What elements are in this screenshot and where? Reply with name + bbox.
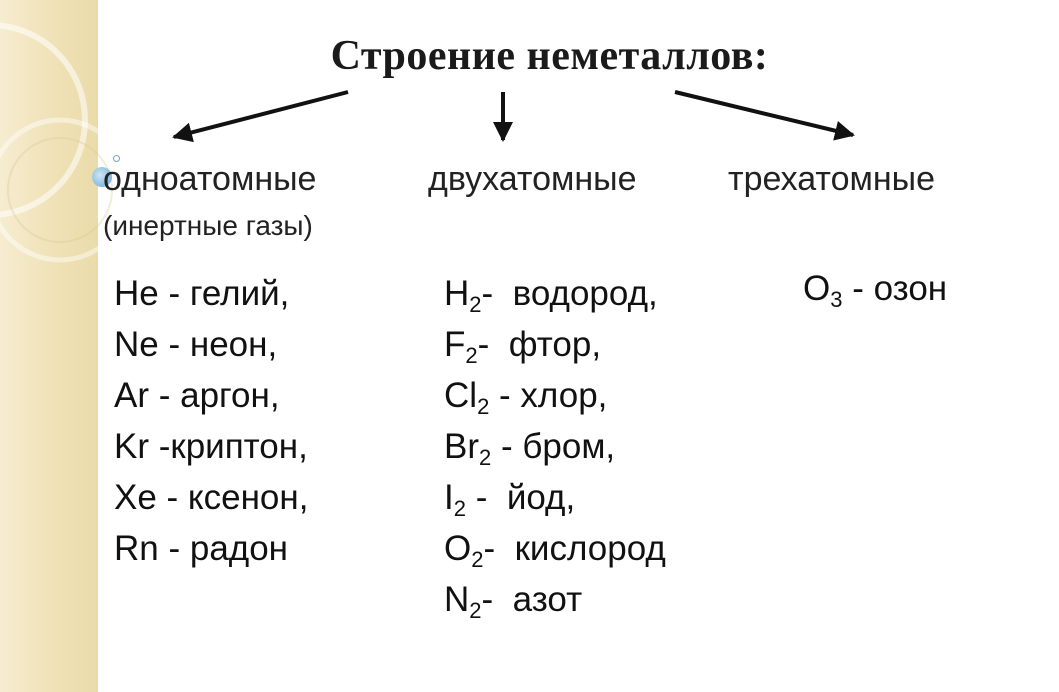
element-symbol: Ar <box>114 376 149 415</box>
list-item <box>803 263 947 314</box>
element-symbol: He <box>114 274 159 313</box>
header-diatomic: двухатомные <box>428 160 637 198</box>
page-title: Строение неметаллов: <box>330 33 769 79</box>
element-symbol: Ne <box>114 325 159 364</box>
list-item <box>114 319 308 370</box>
separator: - <box>483 529 515 568</box>
separator: - <box>477 325 509 364</box>
element-name: хлор, <box>520 376 608 415</box>
separator: - <box>149 376 181 415</box>
list-item <box>444 268 666 319</box>
element-symbol: O <box>803 269 831 308</box>
element-symbol: F <box>444 325 466 364</box>
list-triatomic <box>803 263 947 314</box>
list-diatomic <box>444 268 666 625</box>
list-item <box>444 421 666 472</box>
element-name: йод, <box>506 478 576 517</box>
element-symbol: H <box>444 274 470 313</box>
subheader-inert-gases: (инертные газы) <box>103 210 313 241</box>
atom-count: 2 <box>479 445 492 470</box>
separator: - <box>149 427 171 466</box>
element-name: аргон, <box>180 376 280 415</box>
element-name: водород, <box>512 274 658 313</box>
separator: - <box>158 274 190 313</box>
header-monatomic: одноатомные <box>103 160 317 198</box>
list-monatomic <box>114 268 308 574</box>
list-item <box>114 421 308 472</box>
separator: - <box>158 325 190 364</box>
list-item <box>444 472 666 523</box>
separator: - <box>156 478 188 517</box>
element-name: бром, <box>522 427 616 466</box>
element-name: фтор, <box>508 325 602 364</box>
separator: - <box>842 269 874 308</box>
list-item <box>444 523 666 574</box>
atom-count: 2 <box>471 547 484 572</box>
atom-count: 2 <box>453 496 466 521</box>
atom-count: 2 <box>465 343 478 368</box>
element-symbol: Kr <box>114 427 149 466</box>
separator: - <box>489 376 521 415</box>
list-item <box>114 472 308 523</box>
element-name: озон <box>873 269 948 308</box>
atom-count: 2 <box>469 598 482 623</box>
element-symbol: Cl <box>444 376 478 415</box>
atom-count: 2 <box>469 292 482 317</box>
element-symbol: O <box>444 529 472 568</box>
element-name: гелий, <box>189 274 290 313</box>
element-symbol: Rn <box>114 529 159 568</box>
atom-count: 2 <box>477 394 490 419</box>
arrow-right <box>675 92 853 135</box>
list-item <box>114 523 308 574</box>
element-name: радон <box>189 529 289 568</box>
list-item <box>444 370 666 421</box>
element-symbol: Br <box>444 427 479 466</box>
element-name: кислород <box>514 529 666 568</box>
element-symbol: Xe <box>114 478 157 517</box>
list-item <box>444 574 666 625</box>
list-item <box>114 370 308 421</box>
separator: - <box>481 274 513 313</box>
header-triatomic: трехатомные <box>728 160 936 198</box>
element-symbol: N <box>444 580 470 619</box>
atom-count: 3 <box>830 287 843 312</box>
separator: - <box>491 427 523 466</box>
element-name: ксенон, <box>187 478 309 517</box>
element-name: криптон, <box>170 427 308 466</box>
element-name: неон, <box>189 325 278 364</box>
element-name: азот <box>512 580 583 619</box>
list-item <box>444 319 666 370</box>
separator: - <box>158 529 190 568</box>
separator: - <box>481 580 513 619</box>
separator: - <box>465 478 507 517</box>
list-item <box>114 268 308 319</box>
element-symbol: I <box>444 478 454 517</box>
